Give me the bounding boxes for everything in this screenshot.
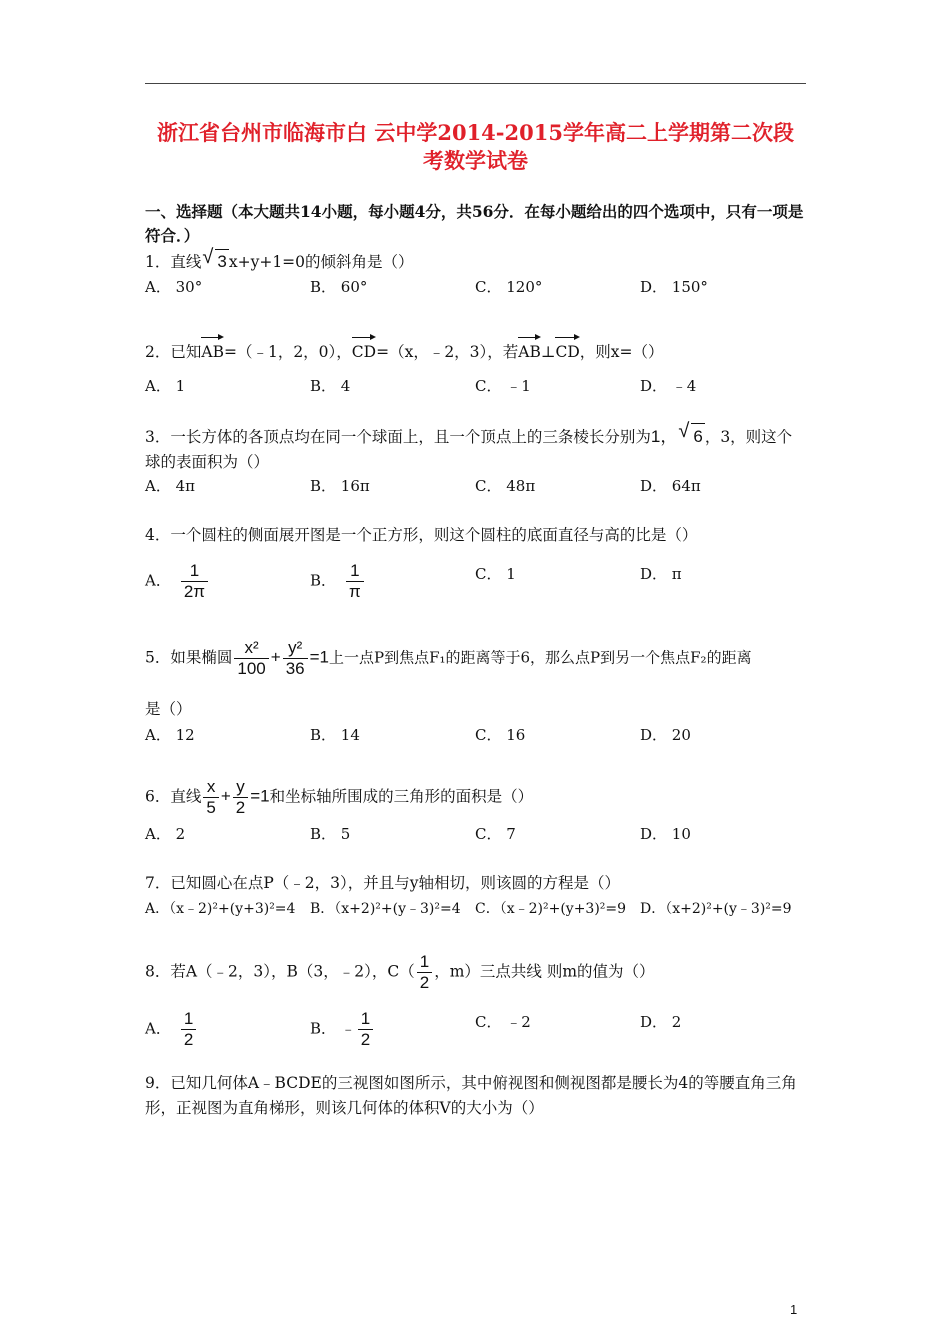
option-b: B．（x+2)²+(y﹣3)²=4 xyxy=(310,901,461,917)
question-3: 3．一长方体的各顶点均在同一个球面上，且一个顶点上的三条棱长分别为1，√ 6 ，3，则这个球的表面积为（） xyxy=(145,423,806,475)
question-4: 4．一个圆柱的侧面展开图是一个正方形，则这个圆柱的底面直径与高的比是（） xyxy=(145,526,698,544)
option-a: A． 4π xyxy=(145,477,196,495)
option-c: C． 120° xyxy=(475,278,543,296)
question-7-options xyxy=(145,896,806,922)
option-d: D． 20 xyxy=(640,726,691,744)
page-number: 1 xyxy=(790,1302,798,1317)
vector-ab: AB xyxy=(201,336,224,364)
option-b: B． 16π xyxy=(310,477,370,495)
option-d: D． ﹣4 xyxy=(640,377,697,395)
option-a: A． $\frac{1}{2\pi}$ xyxy=(145,561,210,602)
question-4-options xyxy=(145,552,806,601)
option-b: B． 4 xyxy=(310,377,351,395)
title-line-1: 浙江省台州市临海市白 云中学2014-2015学年高二上学期第二次段 xyxy=(157,120,794,145)
vector-cd: CD xyxy=(352,336,376,364)
option-a: A． $\frac{1}{2}$ xyxy=(145,1009,198,1050)
question-2: 2．已知AB=（﹣1，2，0），CD=（x，﹣2，3），若AB⊥CD，则x=（） xyxy=(145,336,806,364)
title-line-2: 考数学试卷 xyxy=(423,148,528,173)
question-3-options xyxy=(145,473,806,499)
option-c: C． 16 xyxy=(475,726,526,744)
option-a: A． 2 xyxy=(145,825,186,843)
sqrt-6: √ 6 xyxy=(691,423,704,449)
option-c: C． 48π xyxy=(475,477,536,495)
section-heading: 一、选择题（本大题共14小题，每小题4分，共56分．在每小题给出的四个选项中，只有一项是符合．） xyxy=(145,202,804,245)
sqrt-3: √ 3 xyxy=(215,249,228,274)
vector-ab: AB xyxy=(518,336,541,364)
question-6: 6．直线 $\frac{x}{5}$ + $\frac{y}{2}$ =1和坐标轴所围成的三角形的面积是（） xyxy=(145,777,534,817)
option-c: C．（x﹣2)²+(y+3)²=9 xyxy=(475,901,627,917)
question-2-options xyxy=(145,373,806,399)
option-c: C． ﹣1 xyxy=(475,377,531,395)
vector-cd: CD xyxy=(555,336,579,364)
option-d: D． 2 xyxy=(640,1013,682,1031)
option-d: D． 64π xyxy=(640,477,701,495)
option-d: D．（x+2)²+(y﹣3)²=9 xyxy=(640,901,792,917)
option-c: C． ﹣2 xyxy=(475,1013,531,1031)
question-9: 9．已知几何体A﹣BCDE的三视图如图所示，其中俯视图和侧视图都是腰长为4的等腰直角三角形，正视图为直角梯形，则该几何体的体积V的大小为（） xyxy=(145,1074,797,1117)
option-a: A．（x﹣2)²+(y+3)²=4 xyxy=(145,901,296,917)
option-c: C． 7 xyxy=(475,825,516,843)
option-d: D． 150° xyxy=(640,278,708,296)
option-d: D． π xyxy=(640,565,682,583)
option-b: B． $\frac{1}{\pi}$ xyxy=(310,561,366,602)
option-b: B． 60° xyxy=(310,278,368,296)
question-6-options xyxy=(145,821,806,847)
question-1: 1．直线√ 3 x+y+1=0的倾斜角是（） xyxy=(145,249,806,274)
option-a: A． 12 xyxy=(145,726,195,744)
question-5-line-2: 是（） xyxy=(145,700,192,718)
question-8-options xyxy=(145,1000,806,1049)
option-c: C． 1 xyxy=(475,565,516,583)
question-1-options xyxy=(145,274,806,300)
option-b: B． ﹣ $\frac{1}{2}$ xyxy=(310,1009,375,1050)
question-7: 7．已知圆心在点P（﹣2，3），并且与y轴相切，则该圆的方程是（） xyxy=(145,874,621,892)
option-a: A． 30° xyxy=(145,278,203,296)
option-d: D． 10 xyxy=(640,825,691,843)
option-b: B． 5 xyxy=(310,825,351,843)
question-8: 8．若A（﹣2，3），B（3，﹣2），C（ $\frac{1}{2}$ ，m）三点共线 则m的值为（） xyxy=(145,952,655,992)
option-b: B． 14 xyxy=(310,726,360,744)
question-5-options xyxy=(145,722,806,748)
question-5: 5．如果椭圆 $\frac{\text{x²}}{100}$ + $\frac{\text{y²}}{36}$ =1上一点P到焦点F₁的距离等于6，那么点P到另一个焦点F₂的距离 xyxy=(145,638,752,678)
option-a: A． 1 xyxy=(145,377,186,395)
header-rule xyxy=(145,83,806,84)
